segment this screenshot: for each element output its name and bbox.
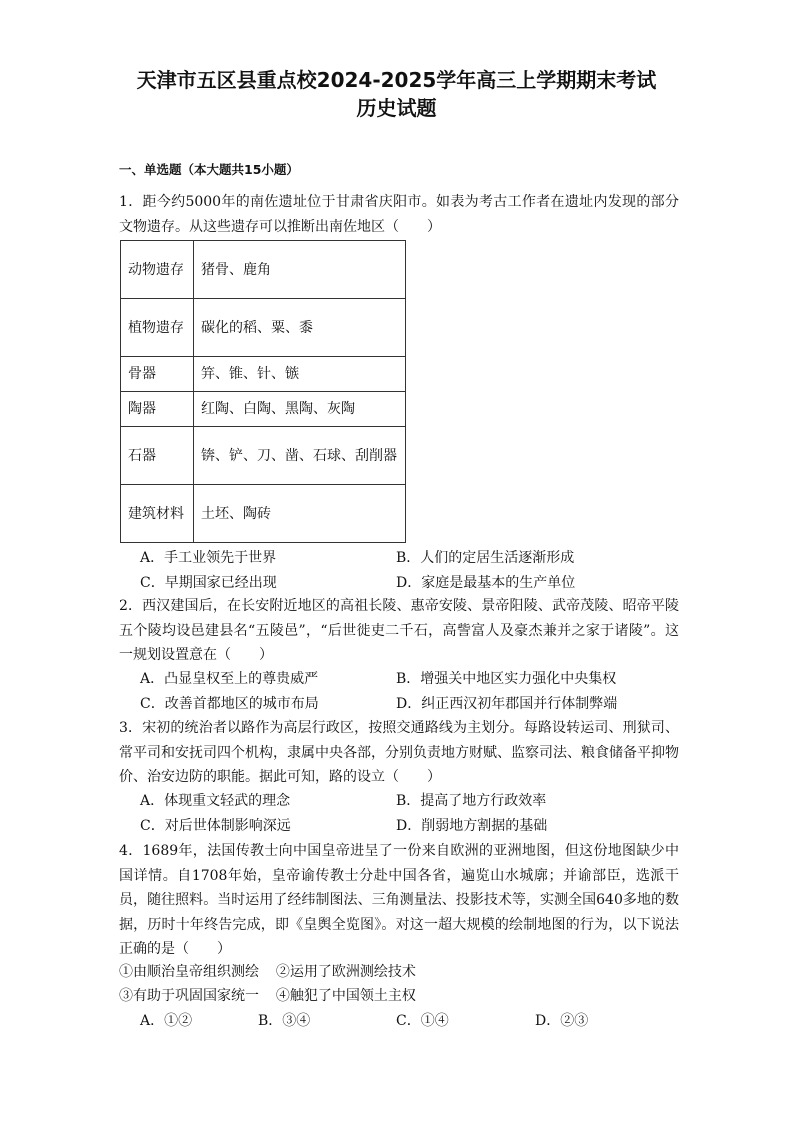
option-b[interactable]: B．提高了地方行政效率 bbox=[396, 793, 547, 809]
option-b[interactable]: B．增强关中地区实力强化中央集权 bbox=[396, 671, 617, 687]
table-cell-category: 植物遗存 bbox=[121, 299, 194, 357]
section-heading: 一、单选题（本大题共15小题） bbox=[119, 162, 299, 177]
statement-4: ④触犯了中国领土主权 bbox=[275, 988, 416, 1004]
question-2-stem: 2．西汉建国后，在长安附近地区的高祖长陵、惠帝安陵、景帝阳陵、武帝茂陵、昭帝平陵五个陵均设邑建县名“五陵邑”，“后世徙吏二千石，高訾富人及豪杰兼并之家于诸陵”。这一规划设置意在（ ） bbox=[119, 598, 679, 663]
title-line-1: 天津市五区县重点校2024-2025学年高三上学期期末考试 bbox=[136, 68, 657, 92]
question-3-stem: 3．宋初的统治者以路作为高层行政区，按照交通路线为主划分。每路设转运司、刑狱司、常平司和安抚司四个机构，隶属中央各部，分别负责地方财赋、监察司法、粮食储备平抑物价、治安边防的职能。据此可知，路的设立（ ） bbox=[119, 720, 679, 785]
question-1-stem: 1．距今约5000年的南佐遗址位于甘肃省庆阳市。如表为考古工作者在遗址内发现的部分文物遗存。从这些遗存可以推断出南佐地区（ ） bbox=[119, 194, 679, 235]
exam-title bbox=[100, 66, 693, 122]
option-b[interactable]: B．人们的定居生活逐渐形成 bbox=[396, 550, 575, 566]
statement-2: ②运用了欧洲测绘技术 bbox=[275, 964, 416, 980]
option-a[interactable]: A．①② bbox=[140, 1013, 193, 1029]
table-row bbox=[121, 357, 406, 392]
table-cell-items: 笄、锥、针、镞 bbox=[194, 357, 406, 392]
option-b[interactable]: B．③④ bbox=[258, 1013, 311, 1029]
option-a[interactable]: A．凸显皇权至上的尊贵威严 bbox=[140, 671, 319, 687]
table-cell-category: 动物遗存 bbox=[121, 241, 194, 299]
question-4-statements-row-2 bbox=[119, 984, 416, 1009]
table-row bbox=[121, 241, 406, 299]
statement-1: ①由顺治皇帝组织测绘 bbox=[119, 964, 259, 980]
option-d[interactable]: D．②③ bbox=[535, 1013, 589, 1029]
option-c[interactable]: C．①④ bbox=[396, 1013, 449, 1029]
question-4-stem: 4．1689年，法国传教士向中国皇帝进呈了一份来自欧洲的亚洲地图，但这份地图缺少中国详情。自1708年始，皇帝谕传教士分赴中国各省，遍览山水城廓；并谕部臣，选派干员，随往照料。当时运用了经纬制图法、三角测量法、投影技术等，实测全国640多地的数据，历时十年终告完成，即《皇舆全览图》。对这一超大规模的绘制地图的行为，以下说法正确的是（ ） bbox=[119, 843, 679, 957]
option-d[interactable]: D．家庭是最基本的生产单位 bbox=[396, 574, 576, 591]
table-row bbox=[121, 427, 406, 485]
table-cell-items: 土坯、陶砖 bbox=[194, 485, 406, 543]
table-cell-items: 锛、铲、刀、凿、石球、刮削器 bbox=[194, 427, 406, 485]
table-row bbox=[121, 485, 406, 543]
table-row bbox=[121, 299, 406, 357]
option-a[interactable]: A．体现重文轻武的理念 bbox=[140, 793, 291, 809]
table-cell-items: 红陶、白陶、黑陶、灰陶 bbox=[194, 392, 406, 427]
option-a[interactable]: A．手工业领先于世界 bbox=[140, 550, 277, 566]
question-4-statements-row-1 bbox=[119, 960, 416, 985]
option-c[interactable]: C．对后世体制影响深远 bbox=[140, 817, 291, 834]
artifact-table bbox=[120, 240, 406, 543]
table-cell-category: 建筑材料 bbox=[121, 485, 194, 543]
table-cell-category: 石器 bbox=[121, 427, 194, 485]
option-d[interactable]: D．削弱地方割据的基础 bbox=[396, 817, 548, 834]
table-cell-items: 猪骨、鹿角 bbox=[194, 241, 406, 299]
table-cell-items: 碳化的稻、粟、黍 bbox=[194, 299, 406, 357]
statement-3: ③有助于巩固国家统一 bbox=[119, 988, 259, 1004]
title-line-2: 历史试题 bbox=[356, 96, 437, 120]
option-d[interactable]: D．纠正西汉初年郡国并行体制弊端 bbox=[396, 695, 618, 712]
option-c[interactable]: C．早期国家已经出现 bbox=[140, 574, 277, 591]
option-c[interactable]: C．改善首都地区的城市布局 bbox=[140, 695, 319, 712]
table-cell-category: 骨器 bbox=[121, 357, 194, 392]
table-cell-category: 陶器 bbox=[121, 392, 194, 427]
table-row bbox=[121, 392, 406, 427]
